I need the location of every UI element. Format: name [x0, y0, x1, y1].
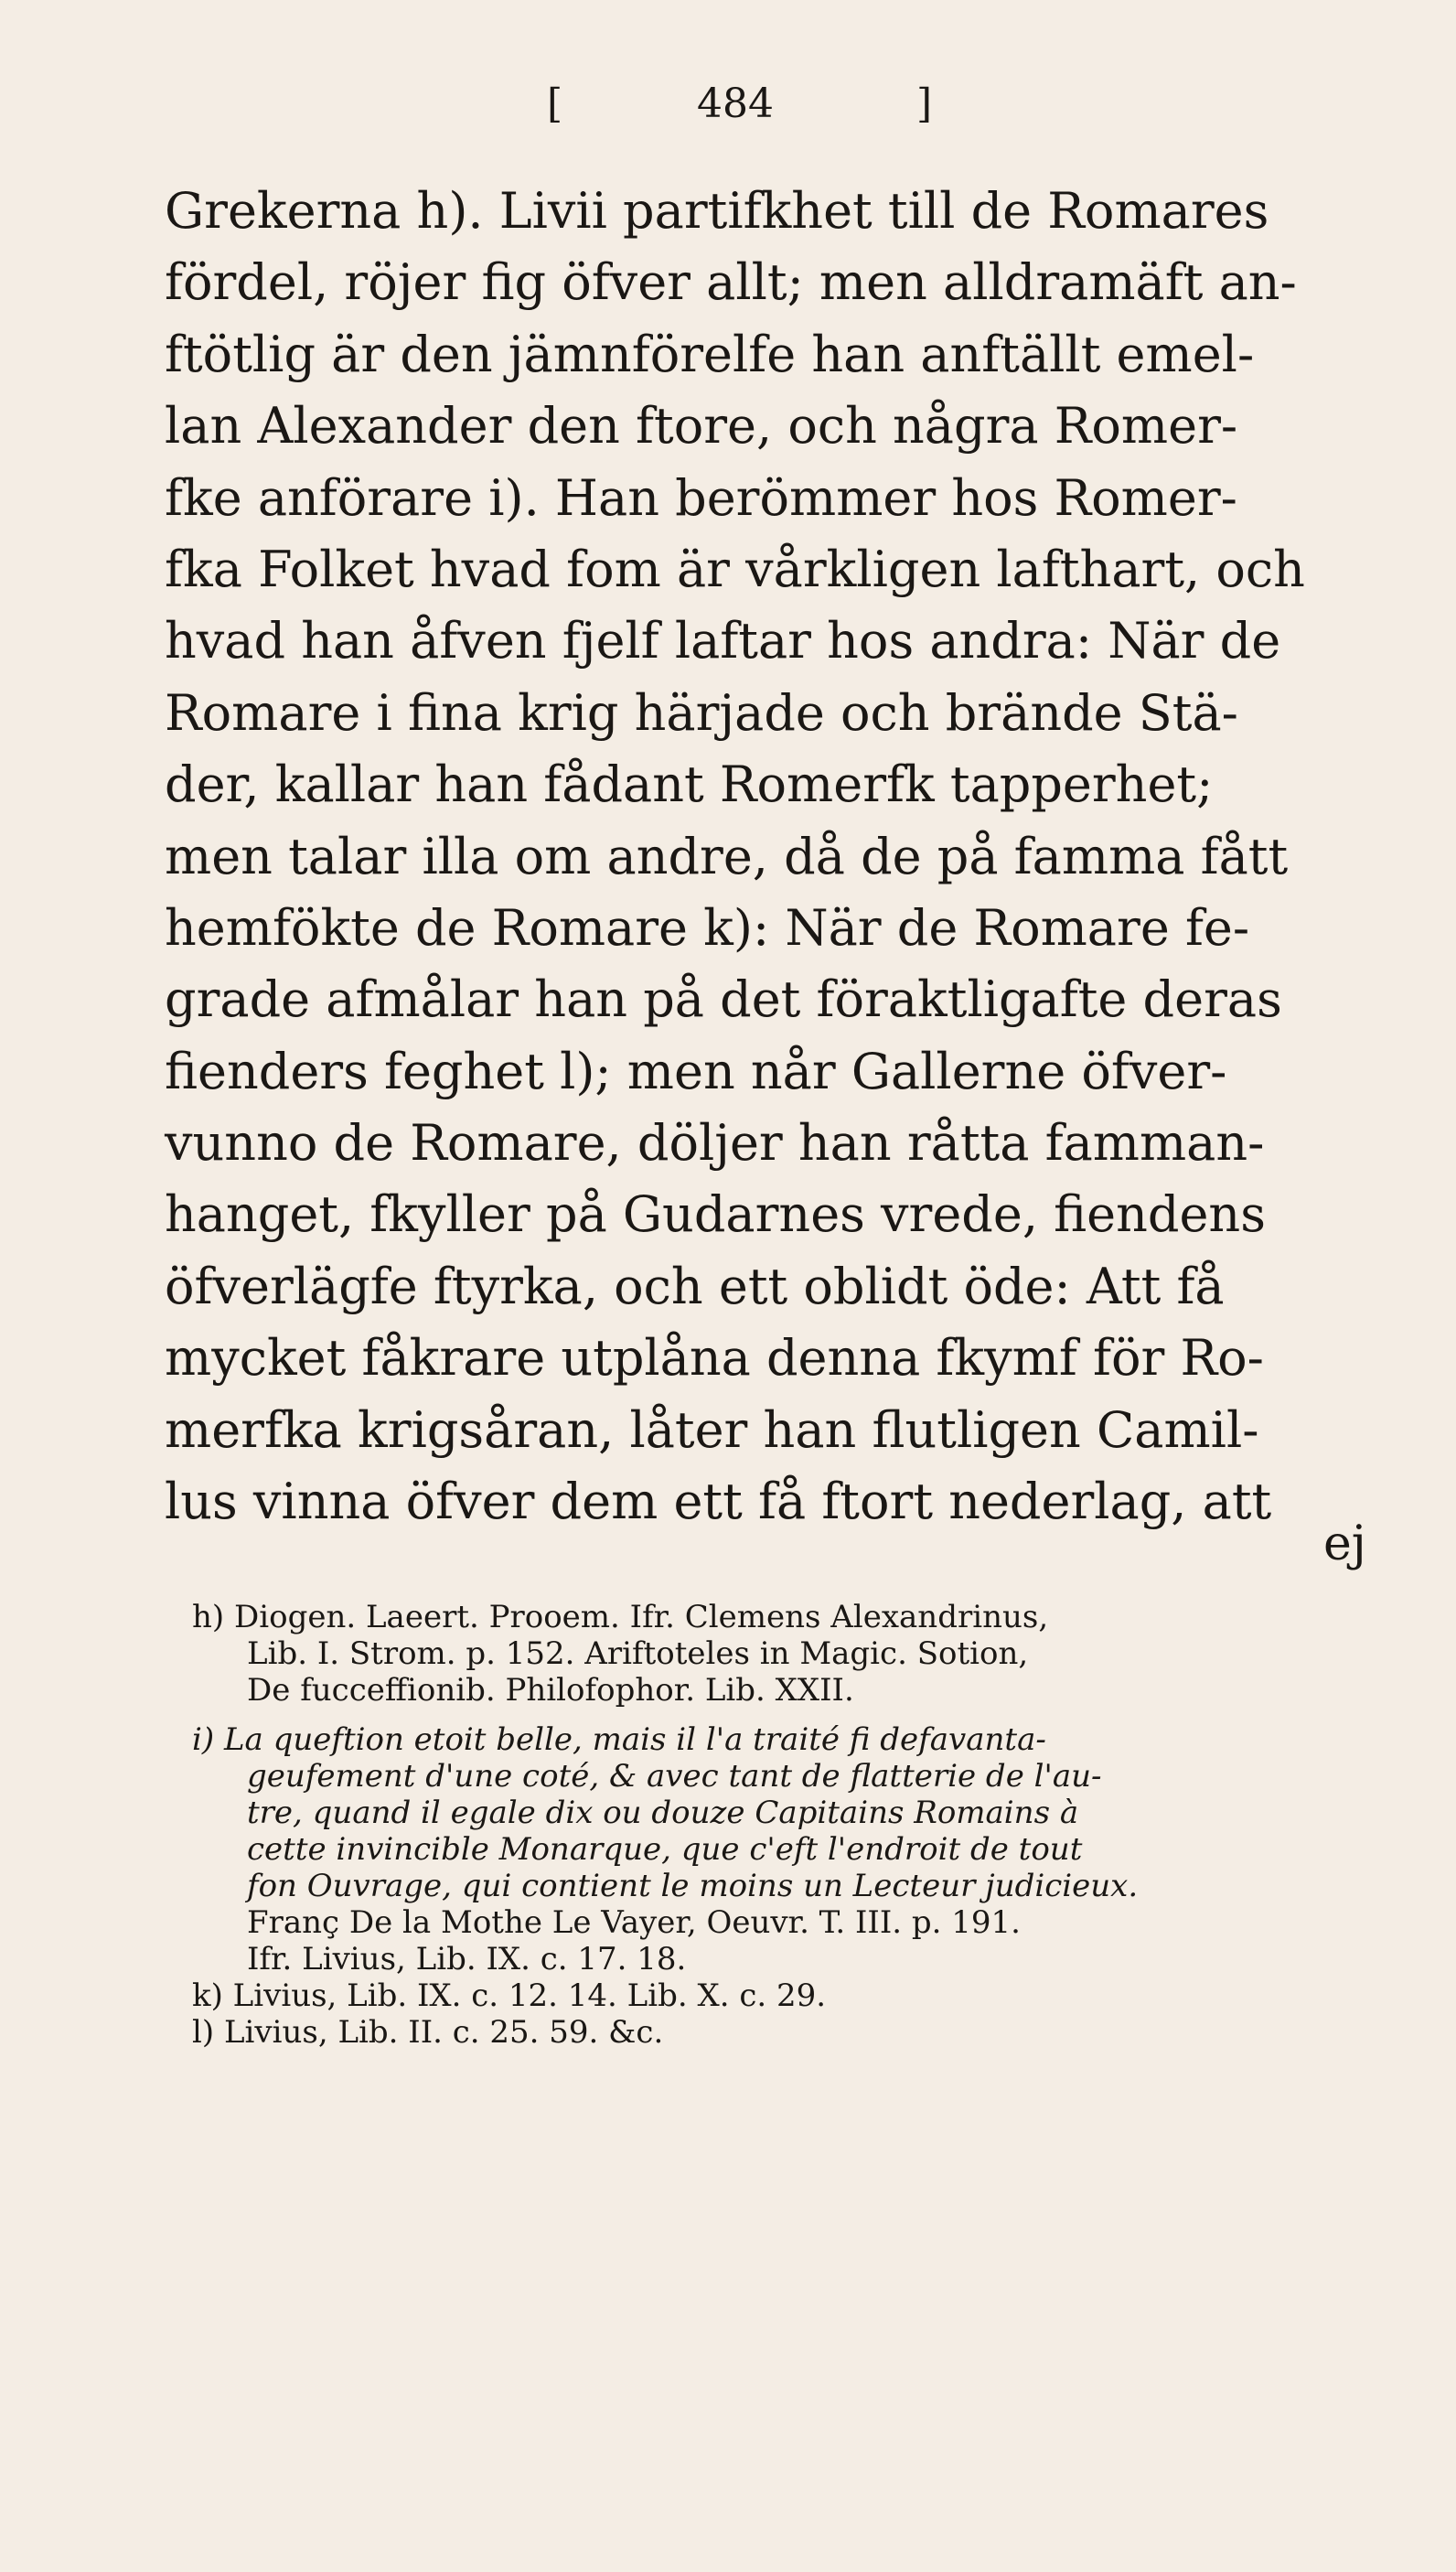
- footnotes: [192, 1599, 1363, 2051]
- text-line: lan Alexander den ftore, och några Romer-: [165, 397, 1238, 455]
- right-bracket: ]: [916, 80, 933, 127]
- text-line: vunno de Romare, döljer han råtta famman-: [165, 1114, 1265, 1173]
- main-text: [165, 176, 1344, 1538]
- text-line: grade afmålar han på det föraktligafte deras: [165, 970, 1282, 1029]
- text-line: öfverlägfe ftyrka, och ett oblidt öde: Att få: [165, 1257, 1225, 1315]
- footnote-line: cette invincible Monarque, que c'eft l'endroit de tout: [247, 1831, 1083, 1868]
- text-line: Grekerna h). Livii partifkhet till de Romares: [165, 182, 1269, 240]
- footnote-line: l) Livius, Lib. II. c. 25. 59. &c.: [192, 2014, 664, 2051]
- text-line: merfka krigsåran, låter han flutligen Camil-: [165, 1400, 1259, 1459]
- page-header: [0, 80, 1456, 145]
- page-number: 484: [697, 80, 774, 127]
- text-line: ftötlig är den jämnförelfe han anftällt emel-: [165, 325, 1255, 383]
- footnote-line: Ifr. Livius, Lib. IX. c. 17. 18.: [247, 1941, 687, 1977]
- text-line: men talar illa om andre, då de på famma fått: [165, 827, 1289, 885]
- footnote-line: De fucceffionib. Philofophor. Lib. XXII.: [247, 1672, 854, 1709]
- footnote-line: k) Livius, Lib. IX. c. 12. 14. Lib. X. c. 29.: [192, 1977, 827, 2014]
- text-line: fördel, röjer fig öfver allt; men alldramäft an-: [165, 253, 1297, 312]
- footnote-line: tre, quand il egale dix ou douze Capitains Romains à: [247, 1795, 1079, 1831]
- text-line: fke anförare i). Han berömmer hos Romer-: [165, 468, 1237, 527]
- catchword: ej: [1323, 1516, 1366, 1571]
- footnote-line: h) Diogen. Laeert. Prooem. Ifr. Clemens Alexandrinus,: [192, 1599, 1049, 1635]
- text-line: lus vinna öfver dem ett få ftort nederlag, att: [165, 1473, 1272, 1531]
- footnote-line: i) La queftion etoit belle, mais il l'a traité fi defavanta-: [192, 1721, 1046, 1758]
- footnote-line: geufement d'une coté, & avec tant de flatterie de l'au-: [247, 1758, 1102, 1795]
- text-line: hanget, fkyller på Gudarnes vrede, fiendens: [165, 1185, 1266, 1244]
- left-bracket: [: [547, 80, 563, 127]
- text-line: fka Folket hvad fom är vårkligen lafthart, och: [165, 540, 1305, 598]
- footnote-line: Lib. I. Strom. p. 152. Ariftoteles in Magic. Sotion,: [247, 1635, 1029, 1672]
- text-line: hemfökte de Romare k): När de Romare fe-: [165, 898, 1250, 957]
- text-line: Romare i fina krig härjade och brände Stä-: [165, 683, 1238, 742]
- text-line: fienders feghet l); men når Gallerne öfver-: [165, 1042, 1227, 1100]
- text-line: der, kallar han fådant Romerfk tapperhet;: [165, 756, 1214, 814]
- footnote-line: fon Ouvrage, qui contient le moins un Lecteur judicieux.: [247, 1868, 1139, 1904]
- text-line: hvad han åfven fjelf laftar hos andra: När de: [165, 612, 1281, 670]
- text-line: mycket fåkrare utplåna denna fkymf för Ro-: [165, 1329, 1264, 1388]
- footnote-spacer: [192, 1709, 1363, 1721]
- footnote-line: Franç De la Mothe Le Vayer, Oeuvr. T. III. p. 191.: [247, 1904, 1021, 1941]
